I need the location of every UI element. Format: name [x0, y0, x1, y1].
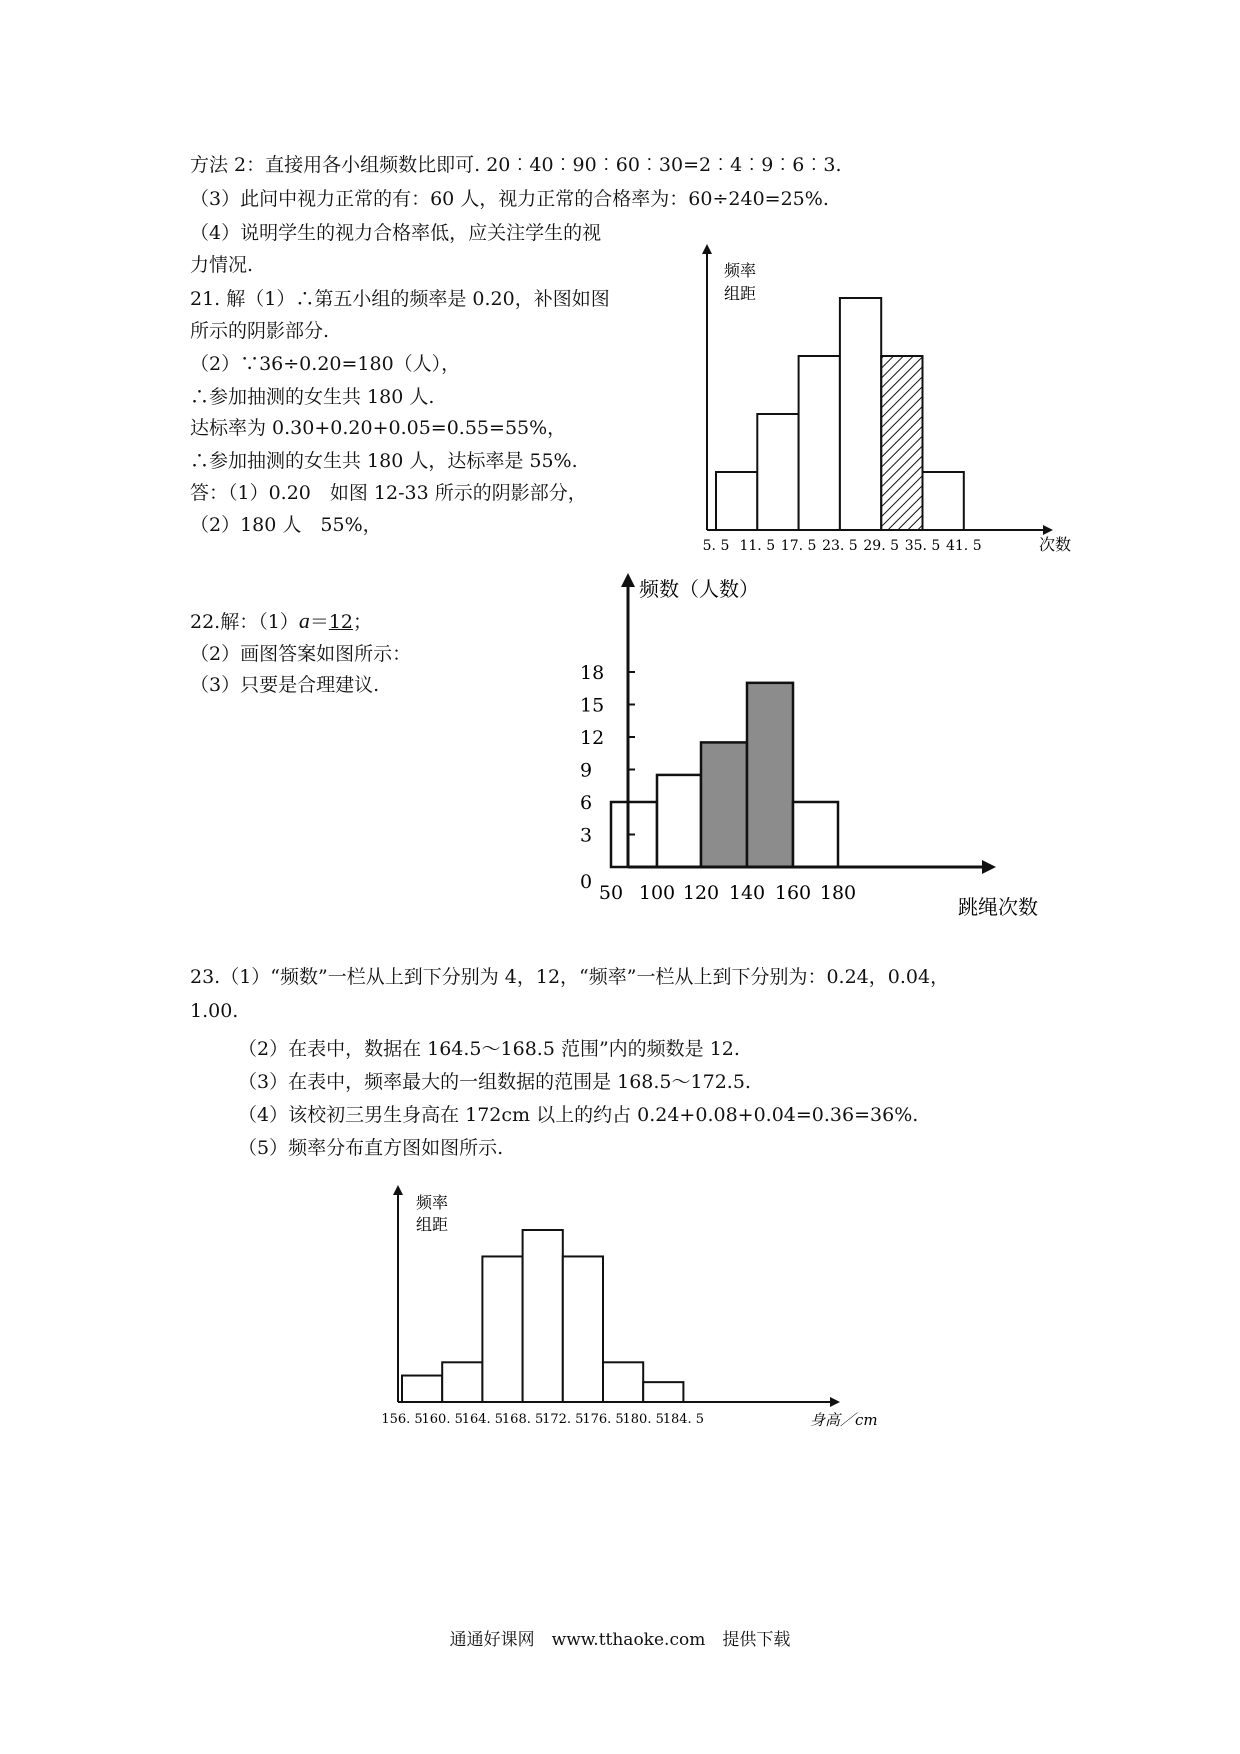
histogram-bar: [799, 356, 840, 530]
x-tick-label: 11. 5: [739, 538, 776, 554]
text-line: 1.00.: [190, 1000, 239, 1022]
text-line: 21. 解（1）∴第五小组的频率是 0.20，补图如图: [190, 288, 610, 310]
text-line: ∴参加抽测的女生共 180 人.: [190, 386, 435, 408]
histogram-bar: [840, 298, 881, 530]
x-tick-label: 17. 5: [780, 538, 817, 554]
x-tick-label: 100: [638, 882, 676, 904]
chart-height-histogram: [380, 1185, 900, 1450]
q22-answer: [190, 609, 372, 634]
x-tick-label: 50: [598, 882, 624, 904]
y-axis-arrow: [393, 1185, 403, 1195]
text-line: （2）∵36÷0.20=180（人），: [190, 353, 461, 375]
x-tick-label: 140: [728, 882, 766, 904]
x-tick-label: 164. 5: [461, 1412, 504, 1427]
x-tick-label: 156. 5: [381, 1412, 423, 1427]
histogram-bar: [657, 775, 701, 867]
y-axis-arrow: [702, 244, 712, 254]
footer: 通通好课网 www.tthaoke.com 提供下载: [449, 1630, 791, 1650]
histogram-bar-highlighted: [881, 356, 922, 530]
x-axis-label: 跳绳次数: [958, 895, 1038, 919]
q22-end: ；: [353, 611, 373, 633]
histogram-bar: [757, 414, 798, 530]
text-line: （5）频率分布直方图如图所示.: [238, 1137, 504, 1159]
q22-value: 12: [328, 611, 354, 633]
text-line: （3）此问中视力正常的有：60 人，视力正常的合格率为：60÷240=25%.: [190, 188, 829, 210]
y-tick-label: 0: [580, 871, 593, 893]
y-axis-label: 频数（人数）: [639, 577, 759, 601]
chart-frequency-histogram-1: [690, 252, 1100, 562]
x-tick-label: 35. 5: [904, 538, 941, 554]
q22-variable: a: [298, 608, 310, 633]
x-tick-label: 172. 5: [542, 1412, 584, 1427]
y-tick-label: 12: [580, 727, 605, 749]
y-tick-label: 3: [580, 824, 593, 847]
text-line: 所示的阴影部分.: [190, 320, 330, 342]
x-tick-label: 41. 5: [945, 538, 982, 554]
histogram-bar: [793, 802, 838, 867]
text-line: （2）在表中，数据在 164.5～168.5 范围”内的频数是 12.: [238, 1038, 740, 1060]
x-tick-label: 160: [774, 882, 812, 904]
text-line: 23.（1）“频数”一栏从上到下分别为 4，12，“频率”一栏从上到下分别为：0.24，0.04，: [190, 966, 950, 988]
y-axis-arrow: [621, 573, 635, 587]
histogram-bar: [603, 1362, 643, 1402]
text-line: 答：（1）0.20 如图 12-33 所示的阴影部分，: [190, 482, 587, 504]
text-line: （3）在表中，频率最大的一组数据的范围是 168.5～172.5.: [238, 1071, 751, 1093]
text-line: （4）该校初三男生身高在 172cm 以上的约占 0.24+0.08+0.04=0.36=36%.: [238, 1104, 919, 1126]
chart-jump-rope-histogram: [580, 575, 1080, 925]
text-line: ∴参加抽测的女生共 180 人，达标率是 55%.: [190, 450, 578, 472]
x-tick-label: 184. 5: [662, 1412, 705, 1427]
histogram-bar: [923, 472, 964, 530]
histogram-bar-highlighted: [701, 742, 747, 867]
x-axis-arrow: [982, 860, 996, 874]
x-tick-label: 120: [682, 882, 720, 904]
x-tick-label: 29. 5: [863, 538, 900, 554]
y-label-bottom: 组距: [416, 1215, 449, 1234]
x-tick-label: 176. 5: [582, 1412, 624, 1427]
histogram-bar: [402, 1376, 442, 1402]
y-tick-label: 6: [580, 792, 593, 814]
x-axis-arrow: [1043, 525, 1053, 535]
x-tick-label: 5. 5: [702, 538, 730, 554]
text-line: （4）说明学生的视力合格率低，应关注学生的视: [190, 222, 602, 244]
histogram-bar: [523, 1230, 563, 1402]
x-tick-label: 180: [819, 882, 857, 904]
y-tick-label: 15: [580, 694, 605, 717]
text-line: （2）180 人 55%，: [190, 514, 382, 536]
histogram-bar: [442, 1362, 482, 1402]
histogram-bar: [482, 1256, 522, 1402]
text-line: （2）画图答案如图所示：: [190, 643, 412, 665]
histogram-bar: [563, 1256, 603, 1402]
text-line: 达标率为 0.30+0.20+0.05=0.55=55%，: [190, 417, 567, 439]
x-tick-label: 160. 5: [421, 1412, 463, 1427]
x-tick-label: 180. 5: [622, 1412, 664, 1427]
y-tick-label: 18: [580, 662, 605, 684]
text-line: 方法 2：直接用各小组频数比即可. 20︰40︰90︰60︰30=2︰4︰9︰6︰3.: [190, 154, 842, 176]
y-label-top: 频率: [416, 1193, 449, 1212]
x-axis-arrow: [830, 1397, 840, 1407]
histogram-bar: [643, 1382, 683, 1402]
text-line: 力情况.: [190, 254, 254, 276]
histogram-bar-highlighted: [747, 683, 793, 867]
y-tick-label: 9: [580, 759, 593, 782]
y-label-top: 频率: [724, 261, 757, 280]
q22-equals: ＝: [309, 611, 329, 633]
histogram-bar: [716, 472, 757, 530]
x-tick-label: 168. 5: [501, 1412, 544, 1427]
x-tick-label: 23. 5: [822, 538, 858, 554]
q22-prefix: 22.解：（1）: [190, 611, 299, 633]
text-line: （3）只要是合理建议.: [190, 674, 380, 696]
x-axis-label: 身高／cm: [810, 1411, 878, 1429]
y-label-bottom: 组距: [724, 284, 757, 303]
x-axis-label: 次数: [1039, 535, 1072, 554]
